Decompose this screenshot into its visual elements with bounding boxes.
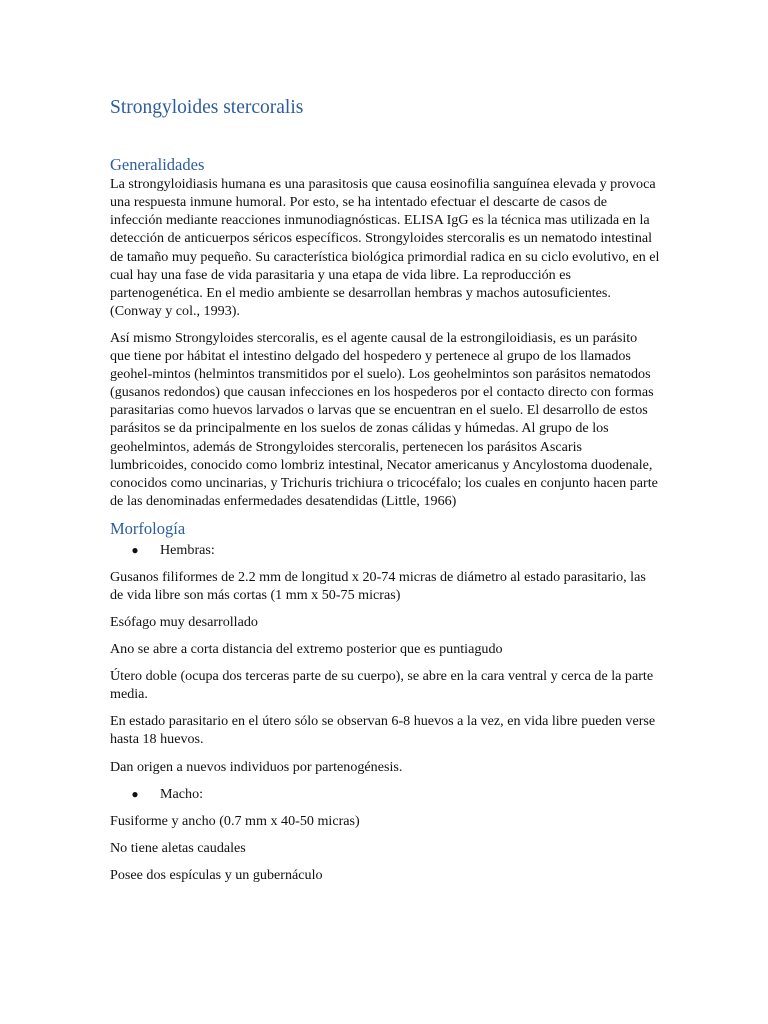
bullet-label-hembras: Hembras: <box>160 541 215 558</box>
bullet-label-macho: Macho: <box>160 785 204 802</box>
paragraph-hembras-2: Esófago muy desarrollado <box>110 613 258 630</box>
bullet-icon: ● <box>131 786 139 801</box>
paragraph-macho-1: Fusiforme y ancho (0.7 mm x 40-50 micras) <box>110 812 360 829</box>
section-heading-generalidades: Generalidades <box>110 155 205 175</box>
paragraph-macho-2: No tiene aletas caudales <box>110 839 246 856</box>
bullet-icon: ● <box>131 542 139 557</box>
paragraph-hembras-1: Gusanos filiformes de 2.2 mm de longitud x 20-74 micras de diámetro al estado parasitario, las de vida libre son más cortas (1 mm x 50-75 micras) <box>110 568 646 603</box>
paragraph-generalidades-2: Así mismo Strongyloides stercoralis, es el agente causal de la estrongiloidiasis, es un parásito que tiene por hábitat el intestino delgado del hospedero y pertenece al grupo de los llamados geohel-mintos (helmintos transmitidos por el suelo). Los geohelmintos son parásitos nematodos (gusanos redondos) que causan infecciones en los hospederos por el contacto directo con formas parasitarias como huevos larvados o larvas que se encuentran en el suelo. El desarrollo de estos parásitos se da principalmente en los suelos de zonas cálidas y húmedas. Al grupo de los geohelmintos, además de Strongyloides stercoralis, pertenecen los parásitos Ascaris lumbricoides, conocido como lombriz intestinal, Necator americanus y Ancylostoma duodenale, conocidos como uncinarias, y Trichuris trichiura o tricocéfalo; los cuales en conjunto hacen parte de las denominadas enfermedades desatendidas (Little, 1966) <box>110 329 658 509</box>
paragraph-hembras-6: Dan origen a nuevos individuos por partenogénesis. <box>110 758 403 775</box>
paragraph-hembras-5: En estado parasitario en el útero sólo se observan 6-8 huevos a la vez, en vida libre pueden verse hasta 18 huevos. <box>110 713 656 748</box>
section-heading-morfologia: Morfología <box>110 518 186 538</box>
bullet-item-macho <box>110 785 660 803</box>
paragraph-hembras-3: Ano se abre a corta distancia del extremo posterior que es puntiagudo <box>110 641 503 658</box>
document-title: Strongyloides stercoralis <box>110 97 304 118</box>
paragraph-hembras-4: Útero doble (ocupa dos terceras parte de su cuerpo), se abre en la cara ventral y cerca de la parte media. <box>110 668 654 703</box>
bullet-item-hembras <box>110 541 660 559</box>
paragraph-generalidades-1: La strongyloidiasis humana es una parasitosis que causa eosinofilia sanguínea elevada y provoca una respuesta inmune humoral. Por esto, se ha intentado efectuar el descarte de casos de infección mediante reacciones inmunodiagnósticas. ELISA IgG es la técnica mas utilizada en la detección de anticuerpos séricos específicos. Strongyloides stercoralis es un nematodo intestinal de tamaño muy pequeño. Su característica biológica primordial radica en su ciclo evolutivo, en el cual hay una fase de vida parasitaria y una etapa de vida libre. La reproducción es partenogenética. En el medio ambiente se desarrollan hembras y machos autosuficientes. (Conway y col., 1993). <box>110 176 660 319</box>
document-page <box>110 96 660 893</box>
paragraph-macho-3: Posee dos espículas y un gubernáculo <box>110 866 323 883</box>
